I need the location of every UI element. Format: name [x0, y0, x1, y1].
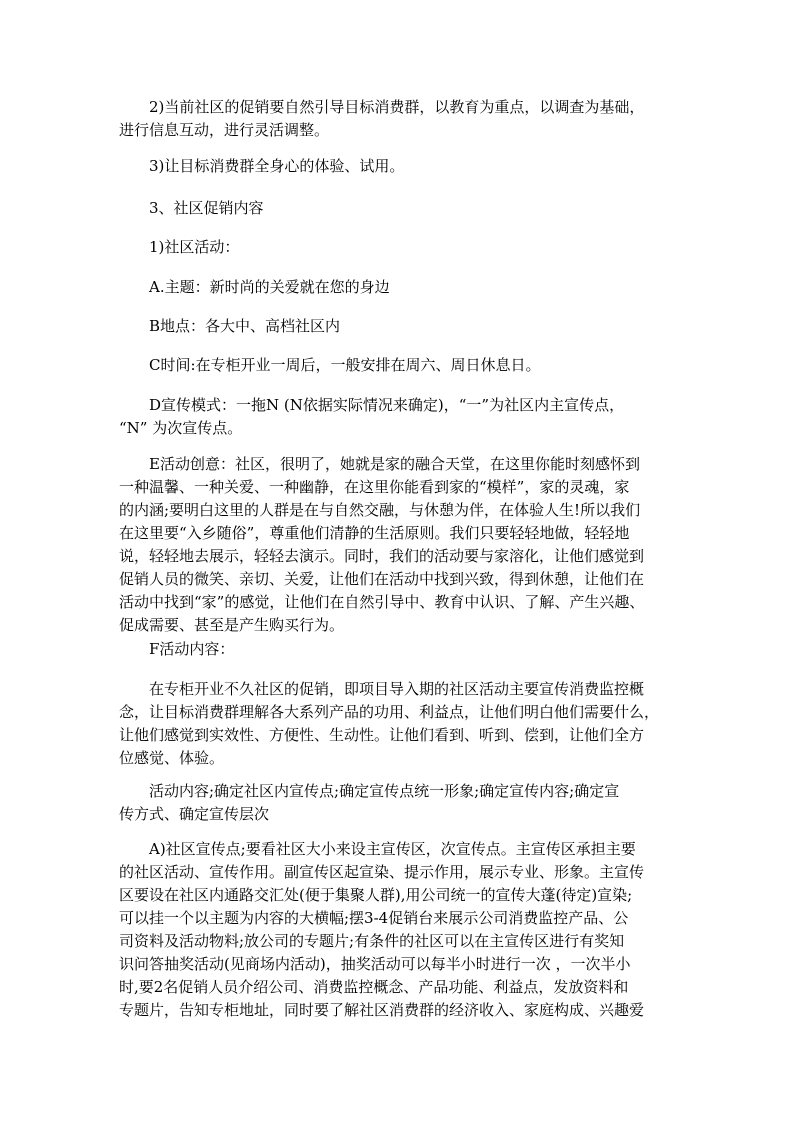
text-line: 在专柜开业不久社区的促销，即项目导入期的社区活动主要宣传消费监控概	[119, 680, 645, 698]
paragraph-8	[119, 394, 679, 440]
text-line: 念，让目标消费群理解各大系列产品的功用、利益点，让他们明白他们需要什么，	[119, 703, 660, 721]
text-line: A.主题：新时尚的关爱就在您的身边	[119, 278, 390, 296]
text-line: 一种温馨、一种关爱、一种幽静，在这里你能看到家的“模样”，家的灵魂，家	[119, 478, 630, 496]
text-line: 活动中找到“家”的感觉，让他们在自然引导中、教育中认识、了解、产生兴趣、	[119, 593, 645, 611]
text-line: 3)让目标消费群全身心的体验、试用。	[119, 157, 405, 175]
text-line: B地点：各大中、高档社区内	[119, 317, 341, 335]
text-line: 2)当前社区的促销要自然引导目标消费群，以教育为重点，以调查为基础，	[119, 98, 645, 116]
paragraph-1	[119, 96, 679, 142]
text-line: E活动创意：社区，很明了，她就是家的融合天堂，在这里你能时刻感怀到	[119, 455, 640, 473]
text-line: 传方式、确定宣传层次	[119, 805, 270, 823]
paragraph-7	[119, 354, 679, 377]
text-line: 促成需要、甚至是产生购买行为。	[119, 616, 345, 634]
text-line: 1)社区活动：	[119, 238, 240, 256]
text-line: 的社区活动、宣传作用。副宣传区起宣染、提示作用，展示专业、形象。主宣传	[119, 863, 645, 881]
text-line: 专题片，告知专柜地址，同时要了解社区消费群的经济收入、家庭构成、兴趣爱	[119, 1001, 645, 1019]
text-line: A)社区宣传点;要看社区大小来设主宣传区，次宣传点。主宣传区承担主要	[119, 840, 636, 858]
text-line: 进行信息互动，进行灵活调整。	[119, 121, 330, 139]
section-heading	[119, 197, 679, 220]
text-line: 司资料及活动物料;放公司的专题片;有条件的社区可以在主宣传区进行有奖知	[119, 932, 625, 950]
text-line: 时,要2名促销人员介绍公司、消费监控概念、产品功能、利益点，发放资料和	[119, 978, 629, 996]
text-line: 位感觉、体验。	[119, 749, 225, 767]
text-line: 识问答抽奖活动(见商场内活动)，抽奖活动可以每半小时进行一次 ，一次半小	[119, 955, 631, 973]
paragraph-5	[119, 276, 679, 299]
text-line: 在这里要“入乡随俗”，尊重他们清静的生活原则。我们只要轻轻地做，轻轻地	[119, 524, 630, 542]
paragraph-13	[119, 838, 679, 1022]
text-line: 让他们感觉到实效性、方便性、生动性。让他们看到、听到、偿到，让他们全方	[119, 726, 645, 744]
paragraph-10	[119, 638, 679, 661]
paragraph-12	[119, 780, 679, 826]
paragraph-9	[119, 453, 679, 637]
text-line: C时间:在专柜开业一周后，一般安排在周六、周日休息日。	[119, 356, 541, 374]
text-line: 说，轻轻地去展示，轻轻去演示。同时，我们的活动要与家溶化，让他们感觉到	[119, 547, 645, 565]
text-line: 区要设在社区内通路交汇处(便于集聚人群),用公司统一的宣传大蓬(待定)宣染;	[119, 886, 633, 904]
text-line: 促销人员的微笑、亲切、关爱，让他们在活动中找到兴致，得到休憩，让他们在	[119, 570, 645, 588]
paragraph-2	[119, 155, 679, 178]
paragraph-11	[119, 678, 679, 770]
text-line: 可以挂一个以主题为内容的大横幅;摆3-4促销台来展示公司消费监控产品、公	[119, 909, 629, 927]
text-line: 3、社区促销内容	[119, 199, 264, 217]
text-line: 活动内容;确定社区内宣传点;确定宣传点统一形象;确定宣传内容;确定宣	[119, 782, 620, 800]
text-line: “N” 为次宣传点。	[119, 419, 243, 437]
text-line: F活动内容：	[119, 640, 235, 658]
text-line: 的内涵;要明白这里的人群是在与自然交融，与休憩为伴，在体验人生!所以我们	[119, 501, 641, 519]
paragraph-4	[119, 236, 679, 259]
text-line: D宣传模式：一拖N (N依据实际情况来确定)，“一”为社区内主宣传点，	[119, 396, 625, 414]
paragraph-6	[119, 315, 679, 338]
